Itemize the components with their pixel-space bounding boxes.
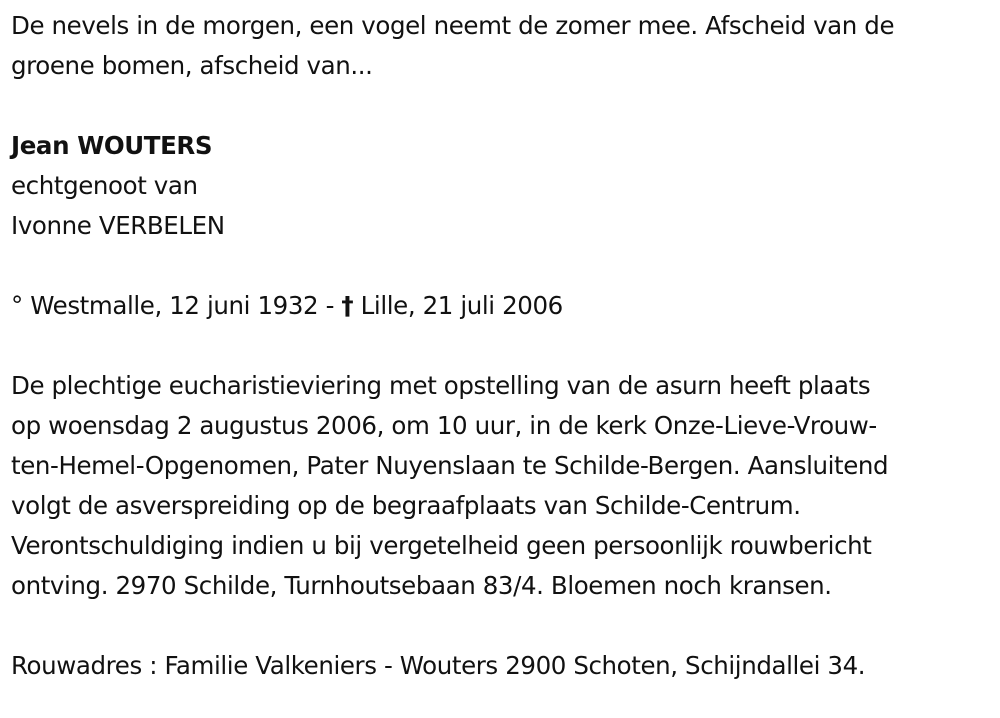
ceremony-line: op woensdag 2 augustus 2006, om 10 uur, in de kerk Onze-Lieve-Vrouw- xyxy=(11,411,877,440)
ceremony-paragraph xyxy=(11,366,996,606)
mourning-address: Rouwadres : Familie Valkeniers - Wouters 2900 Schoten, Schijndallei 34. xyxy=(11,651,866,680)
life-dates xyxy=(11,286,996,326)
spacer xyxy=(11,246,996,286)
poem-line-2: groene bomen, afscheid van... xyxy=(11,51,373,80)
spacer xyxy=(11,606,996,646)
poem-line-1: De nevels in de morgen, een vogel neemt de zomer mee. Afscheid van de xyxy=(11,11,895,40)
spouse-name: Ivonne VERBELEN xyxy=(11,211,225,240)
death-info: Lille, 21 juli 2006 xyxy=(360,291,563,320)
spacer xyxy=(11,86,996,126)
ceremony-line: ontving. 2970 Schilde, Turnhoutsebaan 83/4. Bloemen noch kransen. xyxy=(11,571,832,600)
obituary-notice xyxy=(11,6,996,686)
cross-icon: † xyxy=(341,291,354,320)
spacer xyxy=(11,326,996,366)
birth-info: Westmalle, 12 juni 1932 - xyxy=(30,291,335,320)
ceremony-line: Verontschuldiging indien u bij vergetelheid geen persoonlijk rouwbericht xyxy=(11,531,872,560)
ceremony-line: De plechtige eucharistieviering met opstelling van de asurn heeft plaats xyxy=(11,371,871,400)
deceased-name: Jean WOUTERS xyxy=(11,131,213,160)
ceremony-line: ten-Hemel-Opgenomen, Pater Nuyenslaan te Schilde-Bergen. Aansluitend xyxy=(11,451,889,480)
relation-text: echtgenoot van xyxy=(11,171,198,200)
birth-symbol: ° xyxy=(11,291,23,320)
ceremony-line: volgt de asverspreiding op de begraafplaats van Schilde-Centrum. xyxy=(11,491,801,520)
